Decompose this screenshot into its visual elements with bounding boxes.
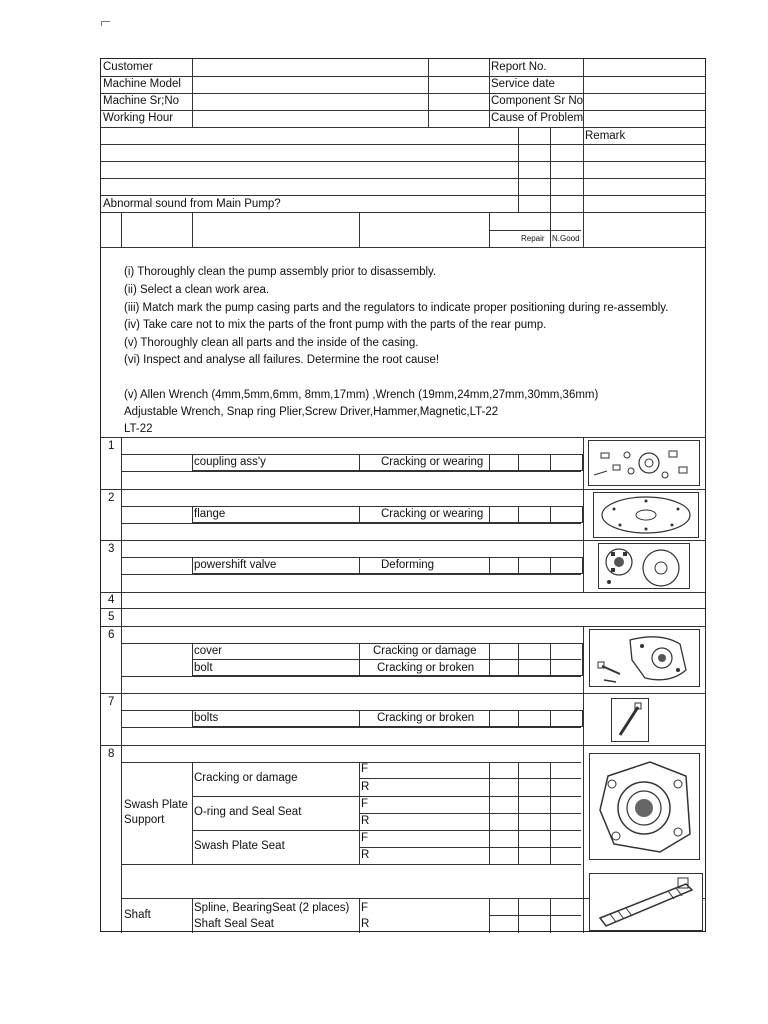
rear-label-1: R (361, 781, 370, 793)
item-number-1: 1 (108, 440, 115, 452)
cause-of-problem-label: Cause of Problem (491, 112, 584, 124)
flange-part: flange (194, 508, 226, 520)
coupling-check: Cracking or wearing (381, 456, 484, 468)
shaft-seal-check: Shaft Seal Seat (194, 918, 274, 930)
corner-mark (101, 21, 110, 26)
instruction-4: (iv) Take care not to mix the parts of the front pump with the parts of the rear pump. (124, 319, 547, 331)
swash-plate-illustration (589, 753, 700, 860)
flange-check: Cracking or wearing (381, 508, 484, 520)
rear-label-3: R (361, 849, 370, 861)
cover-check: Cracking or damage (373, 645, 477, 657)
inspection-form (100, 58, 706, 932)
component-sr-label: Component Sr No (491, 95, 584, 107)
question-text: Abnormal sound from Main Pump? (103, 198, 281, 210)
machine-model-label: Machine Model (103, 78, 181, 90)
powershift-part: powershift valve (194, 559, 277, 571)
bolts-check: Cracking or broken (377, 712, 475, 724)
instruction-2: (ii) Select a clean work area. (124, 284, 270, 296)
instruction-3: (iii) Match mark the pump casing parts and the regulators to indicate proper positioning during re-assembly. (124, 302, 669, 314)
remark-label: Remark (585, 130, 626, 142)
item-number-5: 5 (108, 611, 115, 623)
swash-oring-check: O-ring and Seal Seat (194, 806, 302, 818)
bolts-part: bolts (194, 712, 219, 724)
cover-illustration (589, 629, 700, 687)
coupling-part: coupling ass'y (194, 456, 266, 468)
item-number-8: 8 (108, 748, 115, 760)
item-number-2: 2 (108, 492, 115, 504)
shaft-front-label: F (361, 902, 369, 914)
machine-sr-label: Machine Sr;No (103, 95, 180, 107)
repair-col-label: Repair (521, 234, 545, 243)
report-no-label: Report No. (491, 61, 547, 73)
instruction-6: (vi) Inspect and analyse all failures. Determine the root cause! (124, 354, 440, 366)
tools-line-2: Adjustable Wrench, Snap ring Plier,Screw Driver,Hammer,Magnetic,LT-22 (124, 406, 499, 418)
item-number-4: 4 (108, 594, 115, 606)
coupling-illustration (588, 440, 700, 486)
service-date-label: Service date (491, 78, 555, 90)
item-number-6: 6 (108, 629, 115, 641)
instruction-5: (v) Thoroughly clean all parts and the inside of the casing. (124, 337, 419, 349)
front-label-1: F (361, 763, 369, 775)
swash-crack-check: Cracking or damage (194, 772, 298, 784)
powershift-illustration (598, 543, 690, 589)
shaft-rear-label: R (361, 918, 370, 930)
swash-plate-label: Swash Plate (124, 799, 188, 811)
bolt-check: Cracking or broken (377, 662, 475, 674)
instruction-1: (i) Thoroughly clean the pump assembly prior to disassembly. (124, 266, 437, 278)
working-hour-label: Working Hour (103, 112, 174, 124)
shaft-spline-check: Spline, BearingSeat (2 places) (194, 902, 350, 914)
customer-label: Customer (103, 61, 153, 73)
front-label-2: F (361, 798, 369, 810)
front-label-3: F (361, 832, 369, 844)
bolts-illustration (611, 698, 649, 742)
cover-part: cover (194, 645, 223, 657)
tools-line-3: LT-22 (124, 423, 153, 435)
powershift-check: Deforming (381, 559, 435, 571)
swash-plate-label-2: Support (124, 814, 165, 826)
item-number-7: 7 (108, 696, 115, 708)
ngood-col-label: N.Good (552, 234, 580, 243)
shaft-label: Shaft (124, 909, 151, 921)
item-number-3: 3 (108, 543, 115, 555)
tools-line-1: (v) Allen Wrench (4mm,5mm,6mm, 8mm,17mm) ,Wrench (19mm,24mm,27mm,30mm,36mm) (124, 389, 599, 401)
flange-illustration (593, 492, 699, 538)
rear-label-2: R (361, 815, 370, 827)
bolt-part: bolt (194, 662, 213, 674)
shaft-illustration (589, 873, 703, 931)
swash-seat-check: Swash Plate Seat (194, 840, 285, 852)
